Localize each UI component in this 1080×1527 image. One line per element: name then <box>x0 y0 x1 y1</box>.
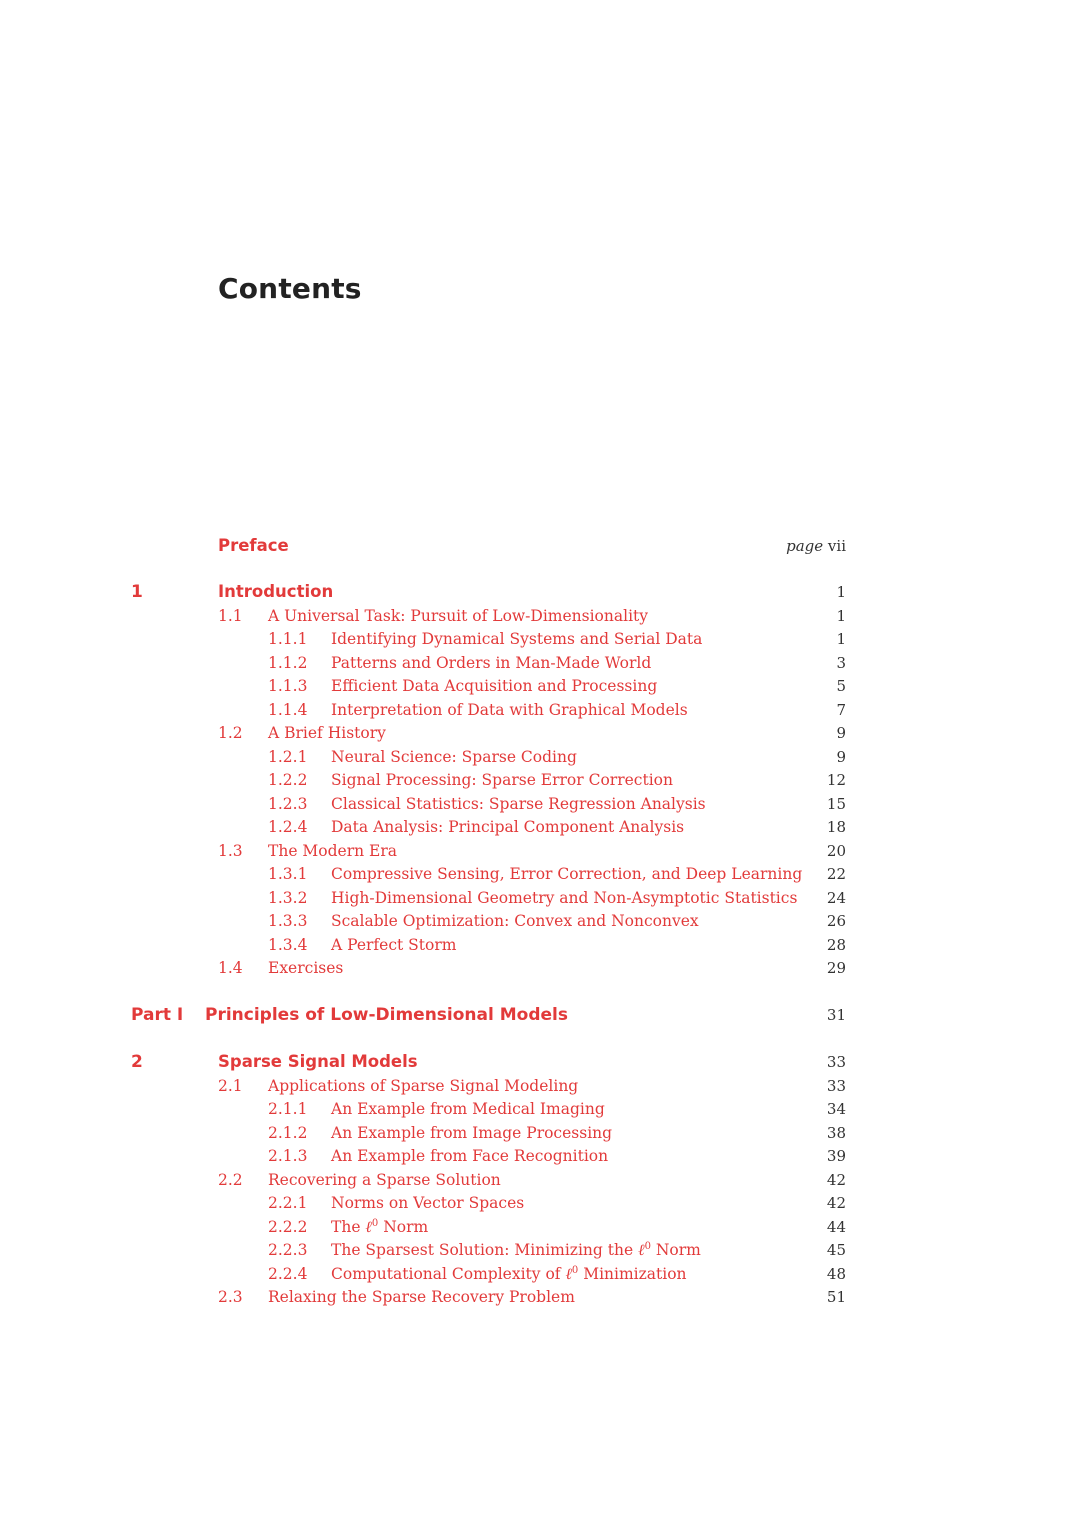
page-title: Contents <box>218 272 362 305</box>
toc-entry-number: 2.1.2 <box>268 1124 308 1142</box>
toc-entry-number: 2.1.1 <box>268 1100 308 1118</box>
page-prefix: page <box>786 537 824 555</box>
toc-entry-number: 2.2.3 <box>268 1241 308 1259</box>
toc-entry-number: 1 <box>131 582 143 602</box>
toc-entry-number: 1.1 <box>218 607 243 625</box>
toc-entry-number: 1.3.4 <box>268 936 308 954</box>
toc-entry-section[interactable] <box>0 839 1080 863</box>
toc-entry-section[interactable] <box>0 1285 1080 1309</box>
toc-entry-number: 2.2.2 <box>268 1218 308 1236</box>
toc-entry-page: 39 <box>826 1147 846 1165</box>
toc-entry-page <box>786 534 846 558</box>
toc-entry-subsection[interactable] <box>0 1238 1080 1262</box>
toc-entry-title: An Example from Face Recognition <box>331 1147 609 1165</box>
toc-entry-number: 2 <box>131 1052 143 1072</box>
toc-entry-title: Relaxing the Sparse Recovery Problem <box>268 1288 575 1306</box>
toc-entry-title: Computational Complexity of ℓ$^0$ Minimization <box>331 1264 687 1283</box>
toc-entry-subsection[interactable] <box>0 792 1080 816</box>
toc-entry-number: 1.1.3 <box>268 677 308 695</box>
toc-entry-page: 9 <box>836 748 846 766</box>
toc-entry-number: 2.2.1 <box>268 1194 308 1212</box>
toc-entry-page: 1 <box>836 583 846 601</box>
toc-entry-title: Sparse Signal Models <box>218 1052 418 1071</box>
toc-entry-page: 31 <box>826 1006 846 1024</box>
toc-entry-page: 51 <box>826 1288 846 1306</box>
toc-entry-page: 1 <box>836 630 846 648</box>
toc-entry-page: 29 <box>826 959 846 977</box>
toc-entry-title: Norms on Vector Spaces <box>331 1194 525 1212</box>
toc-entry-number: 1.4 <box>218 959 243 977</box>
toc-entry-title: Introduction <box>218 582 334 601</box>
toc-entry-number: 1.2.3 <box>268 795 308 813</box>
toc-entry-page: 48 <box>826 1265 846 1283</box>
toc-entry-subsection[interactable] <box>0 1215 1080 1239</box>
toc-entry-title: The Modern Era <box>268 842 398 860</box>
toc-entry-number: 2.3 <box>218 1288 243 1306</box>
toc-entry-number: 1.3.2 <box>268 889 308 907</box>
toc-entry-title: A Perfect Storm <box>331 936 457 954</box>
toc-entry-page: 9 <box>836 724 846 742</box>
toc-entry-subsection[interactable] <box>0 768 1080 792</box>
toc-entry-subsection[interactable] <box>0 886 1080 910</box>
toc-entry-title: Classical Statistics: Sparse Regression Analysis <box>331 795 706 813</box>
toc-entry-title: A Brief History <box>268 724 386 742</box>
toc-entry-number: 1.3 <box>218 842 243 860</box>
toc-entry-number: 1.3.3 <box>268 912 308 930</box>
toc-entry-title: The Sparsest Solution: Minimizing the ℓ$^0$ Norm <box>331 1240 701 1259</box>
toc-entry-preface[interactable] <box>0 534 1080 558</box>
toc-entry-subsection[interactable] <box>0 815 1080 839</box>
toc-entry-title: High-Dimensional Geometry and Non-Asymptotic Statistics <box>331 889 798 907</box>
toc-entry-title: Applications of Sparse Signal Modeling <box>268 1077 579 1095</box>
toc-entry-page: 15 <box>826 795 846 813</box>
toc-entry-page: 22 <box>826 865 846 883</box>
toc-entry-number: 1.2.2 <box>268 771 308 789</box>
toc-entry-title: Identifying Dynamical Systems and Serial Data <box>331 630 703 648</box>
toc-entry-part[interactable] <box>0 1003 1080 1027</box>
toc-entry-subsection[interactable] <box>0 698 1080 722</box>
toc-entry-title: Exercises <box>268 959 344 977</box>
page-number: vii <box>827 537 846 555</box>
toc-entry-page: 18 <box>826 818 846 836</box>
toc-entry-page: 5 <box>836 677 846 695</box>
toc-entry-section[interactable] <box>0 956 1080 980</box>
toc-entry-subsection[interactable] <box>0 745 1080 769</box>
toc-entry-section[interactable] <box>0 1168 1080 1192</box>
toc-entry-page: 33 <box>826 1077 846 1095</box>
toc-entry-title: Patterns and Orders in Man-Made World <box>331 654 652 672</box>
toc-entry-page: 24 <box>826 889 846 907</box>
toc-entry-number: 1.2.4 <box>268 818 308 836</box>
toc-entry-number: 2.2.4 <box>268 1265 308 1283</box>
toc-entry-number: 2.2 <box>218 1171 243 1189</box>
toc-entry-subsection[interactable] <box>0 1262 1080 1286</box>
toc-entry-number: 1.1.2 <box>268 654 308 672</box>
toc-entry-section[interactable] <box>0 1074 1080 1098</box>
toc-entry-page: 28 <box>826 936 846 954</box>
toc-entry-subsection[interactable] <box>0 674 1080 698</box>
toc-entry-title: Data Analysis: Principal Component Analysis <box>331 818 685 836</box>
toc-entry-section[interactable] <box>0 721 1080 745</box>
toc-entry-number: 1.1.1 <box>268 630 308 648</box>
toc-entry-page: 42 <box>826 1194 846 1212</box>
toc-entry-title: Preface <box>218 536 289 555</box>
toc-entry-number: 2.1.3 <box>268 1147 308 1165</box>
toc-entry-title: Compressive Sensing, Error Correction, and Deep Learning <box>331 865 803 883</box>
toc-entry-number: 2.1 <box>218 1077 243 1095</box>
toc-entry-title: Efficient Data Acquisition and Processing <box>331 677 658 695</box>
toc-entry-heading[interactable] <box>0 1050 1080 1074</box>
toc-entry-page: 3 <box>836 654 846 672</box>
toc-entry-title: Scalable Optimization: Convex and Nonconvex <box>331 912 699 930</box>
toc-entry-subsection[interactable] <box>0 1191 1080 1215</box>
toc-entry-subsection[interactable] <box>0 862 1080 886</box>
toc-entry-title: Neural Science: Sparse Coding <box>331 748 577 766</box>
toc-entry-page: 7 <box>836 701 846 719</box>
toc-entry-number: Part I <box>131 1005 184 1025</box>
toc-entry-subsection[interactable] <box>0 1121 1080 1145</box>
toc-entry-page: 12 <box>826 771 846 789</box>
toc-entry-subsection[interactable] <box>0 627 1080 651</box>
toc-entry-number: 1.2 <box>218 724 243 742</box>
toc-entry-subsection[interactable] <box>0 909 1080 933</box>
toc-entry-heading[interactable] <box>0 580 1080 604</box>
toc-entry-title: The ℓ$^0$ Norm <box>331 1217 429 1236</box>
toc-entry-subsection[interactable] <box>0 1097 1080 1121</box>
toc-entry-page: 20 <box>826 842 846 860</box>
toc-entry-page: 44 <box>826 1218 846 1236</box>
toc-entry-page: 42 <box>826 1171 846 1189</box>
toc-entry-page: 26 <box>826 912 846 930</box>
toc-entry-page: 34 <box>826 1100 846 1118</box>
toc-entry-subsection[interactable] <box>0 933 1080 957</box>
toc-entry-title: An Example from Image Processing <box>331 1124 613 1142</box>
toc-entry-subsection[interactable] <box>0 1144 1080 1168</box>
toc-entry-title: Interpretation of Data with Graphical Models <box>331 701 688 719</box>
toc-entry-number: 1.3.1 <box>268 865 308 883</box>
toc-entry-title: An Example from Medical Imaging <box>331 1100 605 1118</box>
toc-entry-subsection[interactable] <box>0 651 1080 675</box>
toc-entry-title: A Universal Task: Pursuit of Low-Dimensionality <box>268 607 649 625</box>
toc-entry-title: Signal Processing: Sparse Error Correction <box>331 771 673 789</box>
toc-entry-page: 1 <box>836 607 846 625</box>
toc-entry-number: 1.1.4 <box>268 701 308 719</box>
toc-entry-page: 33 <box>826 1053 846 1071</box>
toc-entry-number: 1.2.1 <box>268 748 308 766</box>
toc-entry-page: 38 <box>826 1124 846 1142</box>
toc-entry-title: Recovering a Sparse Solution <box>268 1171 501 1189</box>
toc-entry-page: 45 <box>826 1241 846 1259</box>
toc-entry-section[interactable] <box>0 604 1080 628</box>
toc-entry-title: Principles of Low-Dimensional Models <box>205 1005 568 1025</box>
